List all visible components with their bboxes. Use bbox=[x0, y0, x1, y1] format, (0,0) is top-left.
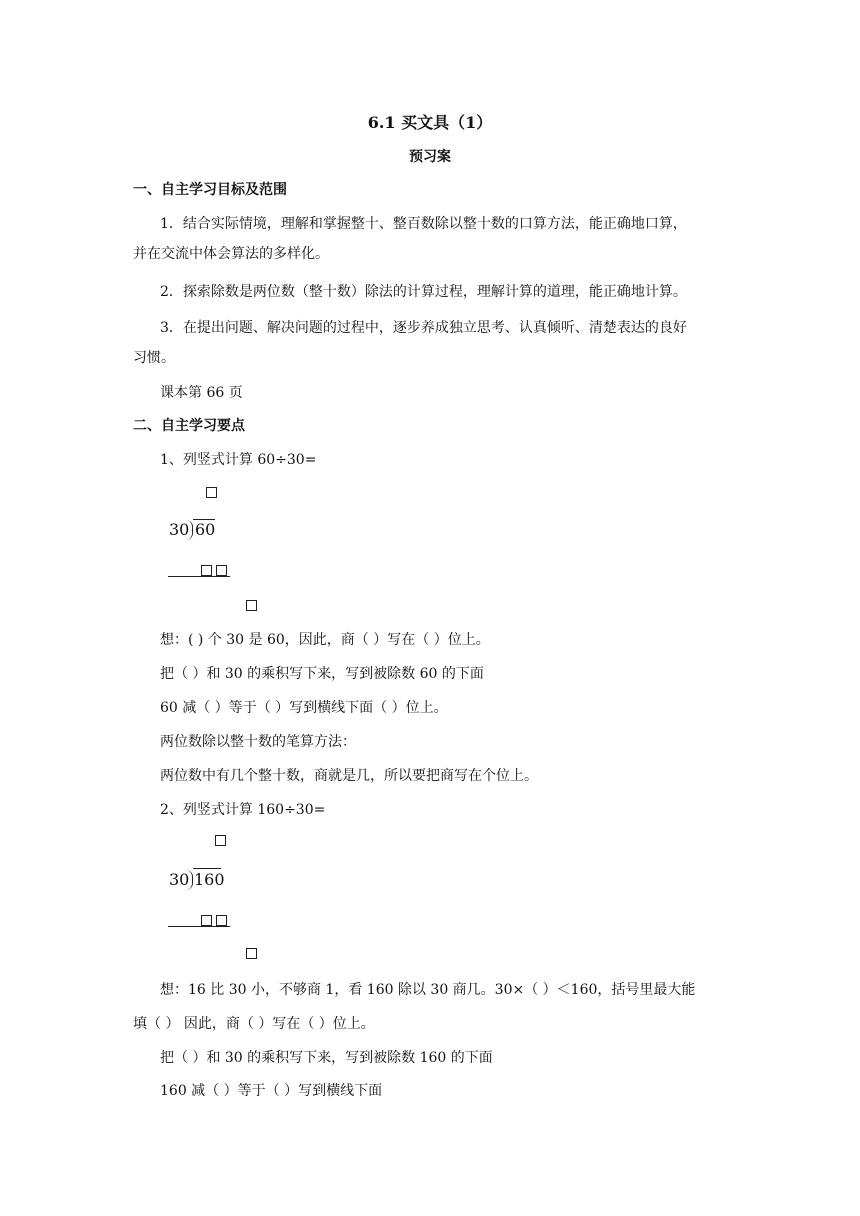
q2-division-bracket bbox=[186, 870, 193, 890]
q2-put: 把（ ）和 30 的乘积写下来，写到被除数 160 的下面 bbox=[160, 1050, 493, 1066]
q2-remainder-box bbox=[246, 948, 257, 959]
q2-subtract: 160 减（ ）等于（ ）写到横线下面 bbox=[160, 1083, 383, 1099]
section1-heading: 一、自主学习目标及范围 bbox=[133, 182, 287, 198]
q1-method-text: 两位数中有几个整十数，商就是几，所以要把商写在个位上。 bbox=[160, 768, 538, 784]
q2-divisor: 30 bbox=[169, 870, 190, 889]
q2-product-box-ones bbox=[216, 915, 227, 926]
q1-dividend: 60 bbox=[195, 520, 216, 539]
q2-prompt: 2、列竖式计算 160÷30= bbox=[160, 802, 326, 818]
q1-method-title: 两位数除以整十数的笔算方法： bbox=[160, 734, 356, 750]
q2-dividend: 160 bbox=[194, 870, 225, 889]
q1-subtract: 60 减（ ）等于（ ）写到横线下面（ ）位上。 bbox=[160, 700, 448, 716]
goal1-line1: 1．结合实际情境，理解和掌握整十、整百数除以整十数的口算方法，能正确地口算， bbox=[160, 216, 687, 232]
q2-product-underline bbox=[168, 926, 230, 927]
q2-think-line2: 填（ ） 因此，商（ ）写在（ ）位上。 bbox=[133, 1016, 375, 1032]
q2-product-box-tens bbox=[201, 915, 212, 926]
q1-division-bracket bbox=[186, 520, 193, 540]
q1-product-box-tens bbox=[201, 565, 212, 576]
q2-think-line1: 想：16 比 30 小，不够商 1，看 160 除以 30 商几。30×（ ）＜160，括号里最大能 bbox=[160, 982, 696, 998]
q1-product-underline bbox=[168, 576, 230, 577]
section2-heading: 二、自主学习要点 bbox=[133, 418, 245, 434]
textbook-page: 课本第 66 页 bbox=[160, 385, 243, 401]
q2-quotient-box bbox=[215, 835, 226, 846]
q1-prompt: 1、列竖式计算 60÷30= bbox=[160, 452, 317, 468]
q1-think: 想：( ) 个 30 是 60，因此，商（ ）写在（ ）位上。 bbox=[160, 632, 490, 648]
goal2: 2．探索除数是两位数（整十数）除法的计算过程，理解计算的道理，能正确地计算。 bbox=[160, 284, 687, 300]
document-title: 6.1 买文具（1） bbox=[367, 113, 493, 132]
goal3-line1: 3．在提出问题、解决问题的过程中，逐步养成独立思考、认真倾听、清楚表达的良好 bbox=[160, 320, 687, 336]
q1-remainder-box bbox=[246, 600, 257, 611]
q1-divisor: 30 bbox=[169, 520, 190, 539]
document-subtitle: 预习案 bbox=[409, 149, 451, 165]
q1-put: 把（ ）和 30 的乘积写下来，写到被除数 60 的下面 bbox=[160, 666, 484, 682]
goal1-line2: 并在交流中体会算法的多样化。 bbox=[133, 246, 329, 262]
goal3-line2: 习惯。 bbox=[133, 350, 175, 366]
q1-quotient-box bbox=[206, 487, 217, 498]
q1-product-box-ones bbox=[216, 565, 227, 576]
